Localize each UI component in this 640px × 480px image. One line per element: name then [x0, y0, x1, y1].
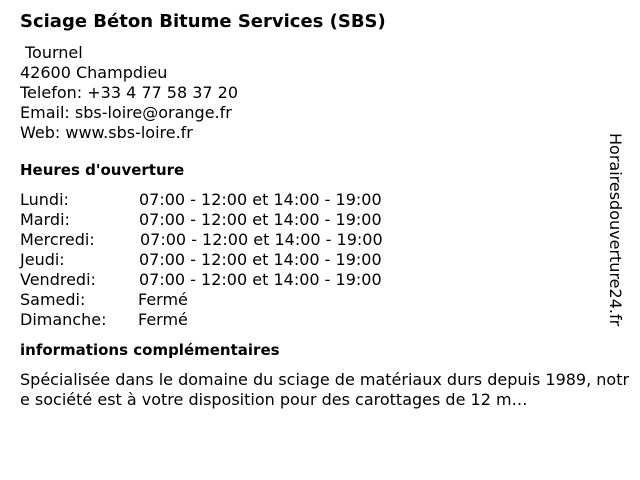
time-value: 07:00 - 12:00 et 14:00 - 19:00 [140, 230, 383, 249]
time-value: Fermé [138, 290, 188, 309]
time-value: 07:00 - 12:00 et 14:00 - 19:00 [139, 250, 382, 269]
hours-row-mercredi [20, 230, 620, 250]
hours-row-vendredi [20, 270, 620, 290]
hours-row-samedi [20, 290, 620, 310]
website-link[interactable]: Web: www.sbs-loire.fr [20, 123, 193, 142]
hours-row-dimanche [20, 310, 620, 330]
contact-block [20, 43, 620, 143]
hours-row-jeudi [20, 250, 620, 270]
street-address: Tournel [25, 43, 83, 62]
day-label: Samedi: [20, 290, 86, 309]
hours-row-lundi [20, 190, 620, 210]
day-label: Mercredi: [20, 230, 95, 249]
city-postcode: 42600 Champdieu [20, 63, 168, 82]
hours-heading: Heures d'ouverture [20, 161, 185, 179]
info-heading: informations complémentaires [20, 341, 280, 359]
business-name: Sciage Béton Bitume Services (SBS) [20, 11, 386, 32]
phone-number[interactable]: Telefon: +33 4 77 58 37 20 [20, 83, 239, 102]
day-label: Dimanche: [20, 310, 107, 329]
site-watermark: Horairesdouverture24.fr [606, 133, 625, 327]
time-value: Fermé [138, 310, 188, 329]
email-address[interactable]: Email: sbs-loire@orange.fr [20, 103, 232, 122]
opening-hours-table [20, 190, 620, 330]
day-label: Lundi: [20, 190, 69, 209]
time-value: 07:00 - 12:00 et 14:00 - 19:00 [139, 210, 382, 229]
day-label: Jeudi: [20, 250, 65, 269]
hours-row-mardi [20, 210, 620, 230]
business-card [20, 10, 630, 410]
day-label: Mardi: [20, 210, 70, 229]
day-label: Vendredi: [20, 270, 96, 289]
time-value: 07:00 - 12:00 et 14:00 - 19:00 [139, 190, 382, 209]
time-value: 07:00 - 12:00 et 14:00 - 19:00 [139, 270, 382, 289]
info-description: Spécialisée dans le domaine du sciage de matériaux durs depuis 1989, notre société est à votre disposition pour des carottages de 12 m… [20, 370, 630, 409]
